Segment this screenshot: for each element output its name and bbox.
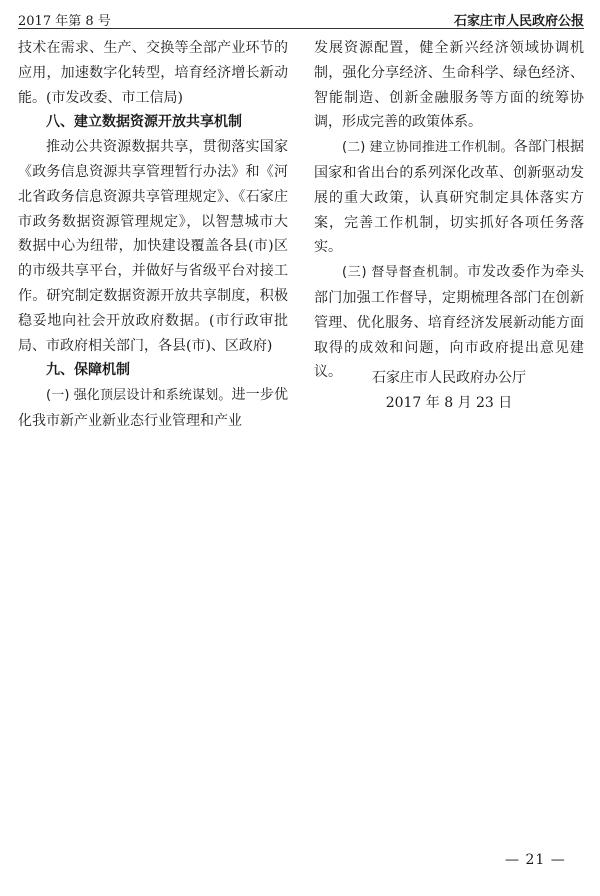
left-column (18, 36, 288, 434)
issuing-office: 石家庄市人民政府办公厅 (372, 370, 526, 386)
section-9-heading: 九、保障机制 (46, 362, 130, 379)
item-1-heading: (一) 强化顶层设计和系统谋划。 (46, 388, 232, 404)
item-1-body: 进一步优化我市新产业新业态行业管理和产业 (18, 387, 288, 429)
page-number: — 21 — (505, 852, 566, 868)
item-2-heading: (二) 建立协同推进工作机制。 (342, 140, 514, 156)
issue-date: 2017 年 8 月 23 日 (385, 394, 513, 411)
section-8-heading: 八、建立数据资源开放共享机制 (46, 114, 242, 131)
section-8-body: 推动公共资源数据共享，贯彻落实国家《政务信息资源共享管理暂行办法》和《河北省政务信息资源共享管理规定》、《石家庄市政务数据资源管理规定》，以智慧城市大数据中心为纽带，加快建设覆盖各县(市)区的市级共享平台，并做好与省级平台对接工作。研究制定数据资源开放共享制度，积极稳妥地向社会开放政府数据。(市行政审批局、市政府相关部门，各县(市)、区政府) (18, 139, 288, 354)
item-2-body: 各部门根据国家和省出台的系列深化改革、创新驱动发展的重大政策，认真研究制定具体落实方案，完善工作机制，切实抓好各项任务落实。 (314, 139, 585, 256)
continued-paragraph: 技术在需求、生产、交换等全部产业环节的应用，加速数字化转型，培育经济增长新动能。(市发改委、市工信局) (18, 40, 288, 106)
issue-label: 2017 年第 8 号 (18, 14, 111, 29)
publication-title: 石家庄市人民政府公报 (453, 14, 584, 29)
item-2-paragraph (314, 135, 584, 260)
item-1-continued: 发展资源配置，健全新兴经济领域协调机制，强化分享经济、生命科学、绿色经济、智能制造、创新金融服务等方面的统筹协调，形成完善的政策体系。 (314, 40, 584, 131)
right-column (314, 36, 584, 385)
header-divider (18, 28, 584, 29)
item-1-paragraph (18, 383, 288, 434)
signature-block (314, 366, 584, 416)
page-header (18, 6, 584, 28)
item-3-body: 市发改委作为牵头部门加强工作督导，定期梳理各部门在创新管理、优化服务、培育经济发展新动能方面取得的成效和问题，向市政府提出意见建议。 (314, 264, 584, 381)
item-3-heading: (三) 督导督查机制。 (342, 265, 468, 281)
